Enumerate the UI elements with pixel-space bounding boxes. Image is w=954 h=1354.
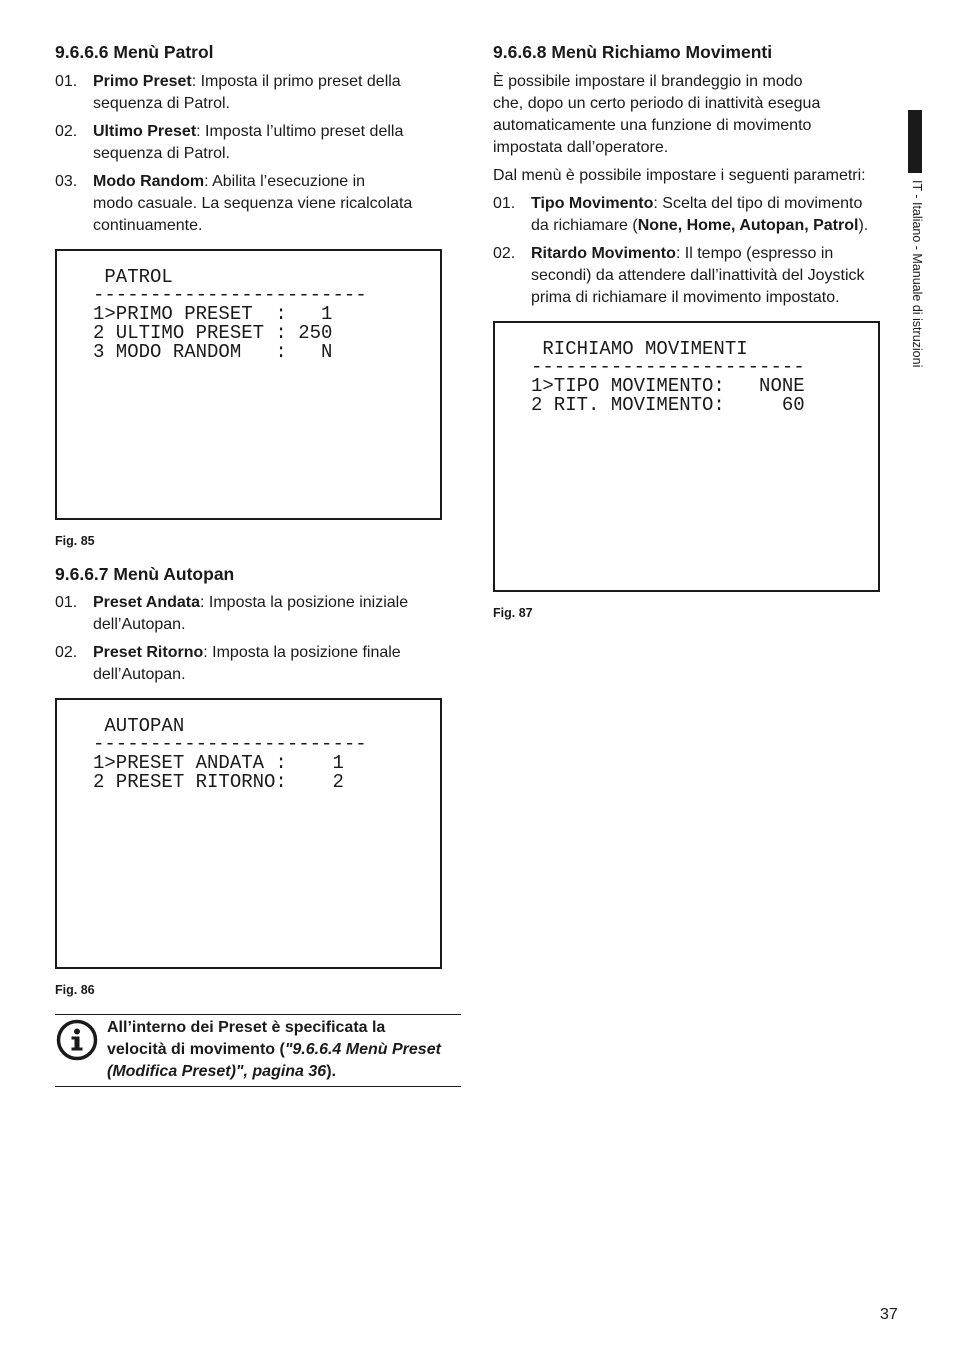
menu-screen-patrol [55,249,442,520]
section-heading-patrol: 9.6.6.6 Menù Patrol [55,42,214,62]
section-heading-richiamo: 9.6.6.8 Menù Richiamo Movimenti [493,42,773,62]
screen-rule: ------------------------ [93,284,367,306]
figure-caption: Fig. 87 [493,606,533,620]
list-item: 01. Tipo Movimento: Scelta del tipo di movimento da richiamare (None, Home, Autopan, Patrol). [493,195,869,234]
screen-rule: ------------------------ [531,356,805,378]
screen-row: 1>PRESET ANDATA : 1 [93,752,344,774]
screen-row: 3 MODO RANDOM : N [93,341,333,363]
figure-caption: Fig. 86 [55,983,95,997]
intro-paragraph-2: Dal menù è possibile impostare i seguenti parametri: [493,167,866,184]
screen-row: 1>TIPO MOVIMENTO: NONE [531,375,805,397]
menu-screen-richiamo [493,321,880,592]
note-bottom-rule [55,1086,461,1087]
screen-rule: ------------------------ [93,733,367,755]
side-tab-marker [908,110,922,173]
list-item: 02. Ultimo Preset: Imposta l’ultimo preset della sequenza di Patrol. [55,123,404,162]
menu-screen-autopan [55,698,442,969]
screen-row: 1>PRIMO PRESET : 1 [93,303,333,325]
screen-row: 2 PRESET RITORNO: 2 [93,771,344,793]
figure-caption: Fig. 85 [55,534,95,548]
intro-paragraph: È possibile impostare il brandeggio in modo che, dopo un certo periodo di inattività esegua automaticamente una funzione di movimento impostata dall’operatore. [493,73,821,156]
side-language-label: IT - Italiano - Manuale di istruzioni [910,180,924,368]
screen-title: AUTOPAN [93,715,185,737]
list-item: 02. Ritardo Movimento: Il tempo (espresso in secondi) da attendere dall’inattività del Joystick prima di richiamare il movimento impostato. [493,245,865,306]
page-number: 37 [880,1306,898,1323]
list-item: 02. Preset Ritorno: Imposta la posizione finale dell’Autopan. [55,644,401,683]
note-top-rule [55,1014,461,1015]
note-text: All’interno dei Preset è specificata la velocità di movimento ("9.6.6.4 Menù Preset (Modifica Preset)", pagina 36). [107,1019,441,1080]
screen-title: RICHIAMO MOVIMENTI [531,338,748,360]
info-icon [56,1019,98,1061]
screen-title: PATROL [93,266,173,288]
list-item: 01. Primo Preset: Imposta il primo preset della sequenza di Patrol. [55,73,401,112]
list-item: 03. Modo Random: Abilita l’esecuzione in modo casuale. La sequenza viene ricalcolata continuamente. [55,173,413,234]
screen-row: 2 ULTIMO PRESET : 250 [93,322,333,344]
list-item: 01. Preset Andata: Imposta la posizione iniziale dell’Autopan. [55,594,409,633]
section-heading-autopan: 9.6.6.7 Menù Autopan [55,564,235,584]
screen-row: 2 RIT. MOVIMENTO: 60 [531,394,805,416]
